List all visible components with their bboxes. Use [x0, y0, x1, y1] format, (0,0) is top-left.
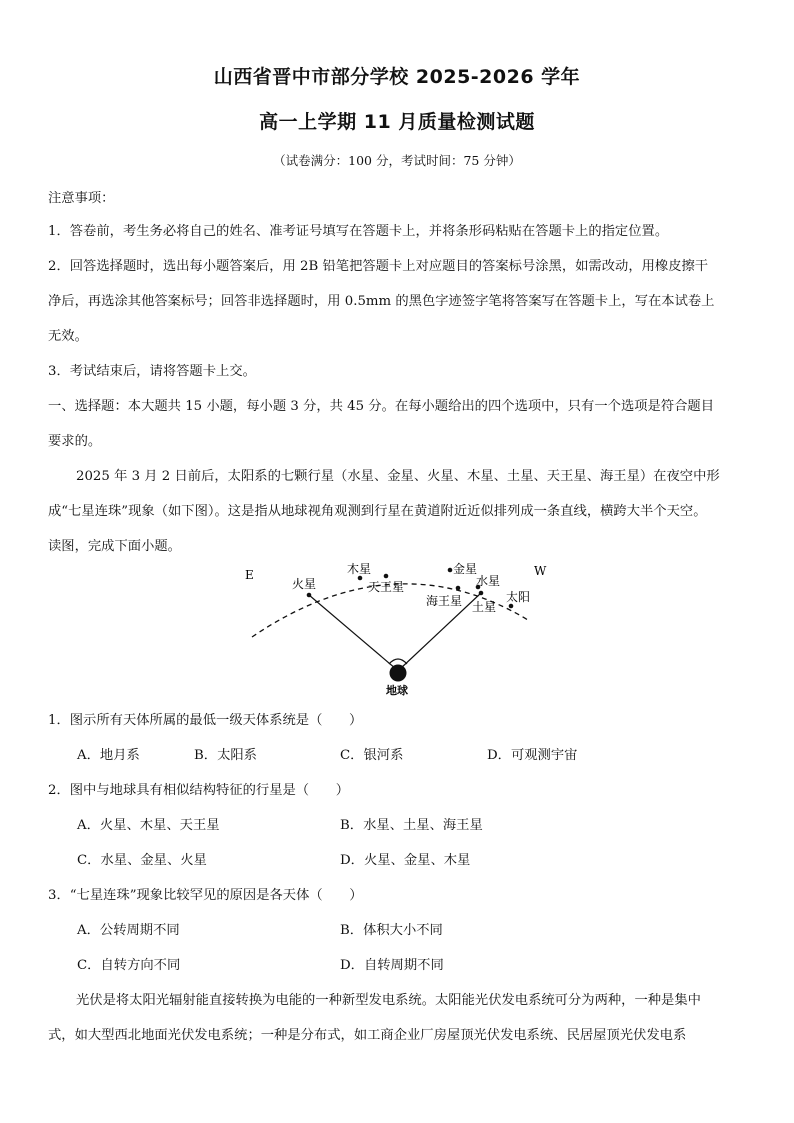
notice-item-1: 1．答卷前，考生务必将自己的姓名、准考证号填写在答题卡上，并将条形码粘贴在答题卡上的指定位置。 [48, 224, 669, 239]
question-2-option-c[interactable]: C．水星、金星、火星 [77, 853, 207, 868]
west-label: W [534, 564, 547, 578]
notice-item-2-line3: 无效。 [48, 329, 88, 344]
notice-item-2-line2: 净后，再选涂其他答案标号；回答非选择题时，用 0.5mm 的黑色字迹签字笔将答案写在答题卡上，写在本试卷上 [48, 294, 715, 309]
neptune-dot [456, 586, 461, 591]
passage-1-line1: 2025 年 3 月 2 日前后，太阳系的七颗行星（水星、金星、火星、木星、土星、天王星、海王星）在夜空中形 [76, 469, 720, 484]
passage-2-line2: 式，如大型西北地面光伏发电系统；一种是分布式，如工商企业厂房屋顶光伏发电系统、民居屋顶光伏发电系 [48, 1028, 687, 1043]
passage-1-line3: 读图，完成下面小题。 [48, 539, 181, 554]
notice-item-2-line1: 2．回答选择题时，选出每小题答案后，用 2B 铅笔把答题卡上对应题目的答案标号涂黑，如需改动，用橡皮擦干 [48, 259, 709, 274]
earth-label: 地球 [386, 684, 408, 697]
question-3-option-d[interactable]: D．自转周期不同 [340, 958, 444, 973]
neptune-label: 海王星 [426, 594, 463, 608]
question-1-option-c[interactable]: C．银河系 [340, 748, 404, 763]
venus-label: 金星 [453, 562, 478, 576]
question-2-option-d[interactable]: D．火星、金星、木星 [340, 853, 471, 868]
question-3-option-b[interactable]: B．体积大小不同 [340, 923, 443, 938]
section-1-heading-line2: 要求的。 [48, 434, 102, 449]
mars-dot [307, 593, 312, 598]
saturn-label: 土星 [472, 600, 497, 614]
earth-icon [390, 665, 407, 682]
east-label: E [245, 568, 254, 582]
question-3-option-a[interactable]: A．公转周期不同 [77, 923, 180, 938]
exam-subtitle: （试卷满分：100 分，考试时间：75 分钟） [273, 153, 521, 168]
venus-dot [448, 568, 453, 573]
jupiter-label: 木星 [347, 562, 372, 576]
mars-label: 火星 [292, 577, 317, 591]
question-1-stem: 1．图示所有天体所属的最低一级天体系统是（ ） [48, 713, 363, 728]
question-1-option-a[interactable]: A．地月系 [77, 748, 140, 763]
passage-2-line1: 光伏是将太阳光辐射能直接转换为电能的一种新型发电系统。太阳能光伏发电系统可分为两种，一种是集中 [76, 993, 701, 1008]
question-3-stem: 3．“七星连珠”现象比较罕见的原因是各天体（ ） [48, 888, 363, 903]
view-angle-arc [389, 659, 407, 664]
sun-dot [509, 604, 514, 609]
exam-title-line1: 山西省晋中市部分学校 2025-2026 学年 [213, 66, 581, 88]
mercury-label: 水星 [476, 574, 501, 588]
uranus-label: 天王星 [368, 580, 405, 594]
passage-1-line2: 成“七星连珠”现象（如下图）。这是指从地球视角观测到行星在黄道附近近似排列成一条直线，横跨大半个天空。 [48, 504, 707, 519]
saturn-dot [479, 591, 484, 596]
notice-heading: 注意事项： [48, 191, 115, 206]
question-2-option-b[interactable]: B．水星、土星、海王星 [340, 818, 483, 833]
section-1-heading-line1: 一、选择题：本大题共 15 小题，每小题 3 分，共 45 分。在每小题给出的四个选项中，只有一个选项是符合题目 [48, 399, 715, 414]
uranus-dot [384, 574, 389, 579]
question-2-option-a[interactable]: A．火星、木星、天王星 [77, 818, 220, 833]
exam-title-line2: 高一上学期 11 月质量检测试题 [259, 111, 535, 133]
question-1-option-b[interactable]: B．太阳系 [194, 748, 257, 763]
question-2-stem: 2．图中与地球具有相似结构特征的行星是（ ） [48, 783, 349, 798]
sight-line-east [309, 595, 396, 669]
question-1-option-d[interactable]: D．可观测宇宙 [487, 748, 578, 763]
sun-label: 太阳 [506, 590, 531, 604]
jupiter-dot [358, 576, 363, 581]
notice-item-3: 3．考试结束后，请将答题卡上交。 [48, 364, 256, 379]
planet-alignment-figure [240, 556, 560, 702]
question-3-option-c[interactable]: C．自转方向不同 [77, 958, 181, 973]
